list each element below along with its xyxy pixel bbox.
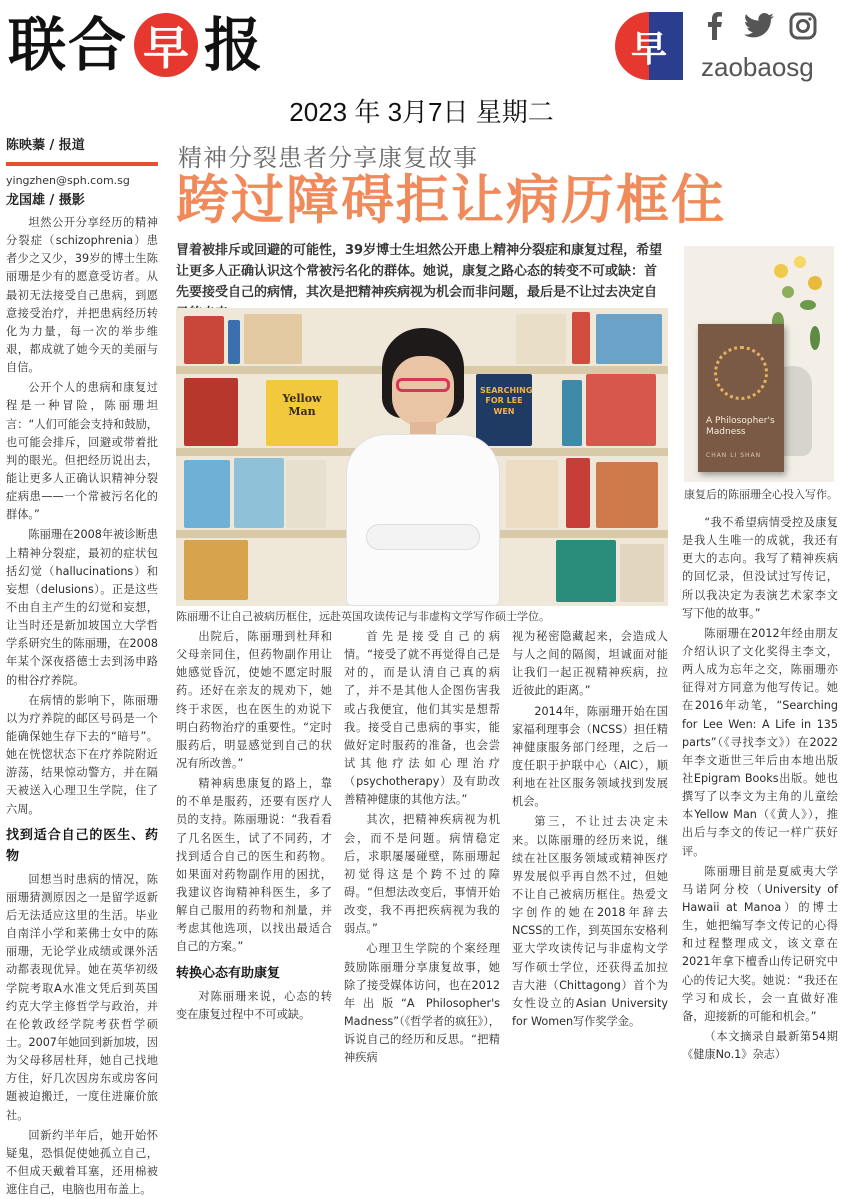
paragraph: 心理卫生学院的个案经理鼓励陈丽珊分享康复故事，她除了接受媒体访问，也在2012年出版“A Philosopher's Madness”（《哲学者的疯狂》），诉说自己的经历和反思。“把精神疾病 (344, 942, 500, 1065)
side-photo-caption: 康复后的陈丽珊全心投入写作。 (684, 488, 838, 501)
main-photo (176, 308, 668, 606)
paragraph: 出院后，陈丽珊到杜拜和父母亲同住，但药物副作用让她感觉昏沉，使她不愿定时服药。还好在亲友的规劝下，她终于求医，也在医生的劝说下明白药物治疗的重要性。“定时服药后，明显感觉到自己的状况有所改善。” (176, 630, 332, 770)
paragraph: 首先是接受自己的病情。“接受了就不再觉得自己是对的，而是认清自己真的病了，并不是其他人企图伤害我或占我便宜，他们其实是想帮我。接受自己患病的事实，能做好定时服药的准备，也会尝试其他疗法如心理治疗（psychotherapy）及有助改善精神健康的其他方法。” (344, 630, 500, 807)
reporter-email[interactable]: yingzhen@sph.com.sg (6, 174, 130, 188)
paragraph: 在病情的影响下，陈丽珊以为疗养院的邮区号码是一个能确保她生存下去的“暗号”。她在恍惚状态下在疗养院附近游荡，结果惊动警方，并在隔天被送入心理卫生学院，住了六周。 (6, 693, 158, 816)
facebook-icon[interactable] (701, 12, 729, 40)
article-column-4 (512, 628, 668, 1028)
masthead-logo (8, 6, 264, 84)
brand-logo-icon[interactable] (615, 12, 683, 80)
portrait-person (326, 328, 516, 606)
paragraph: 视为秘密隐藏起来，会造成人与人之间的隔阂，坦诚面对能让我们一起正视精神疾病，拉近彼此的距离。” (512, 630, 668, 698)
paragraph: “我不希望病情受控及康复是我人生唯一的成就，我还有更大的志向。我写了精神疾病的回忆录，但没试过写传记，所以我决定为表演艺术家李文写下他的故事。” (682, 516, 838, 620)
paragraph: 公开个人的患病和康复过程是一种冒险，陈丽珊坦言：“人们可能会支持和鼓励，也可能会排斥，回避或带着批判的眼光。但把经历说出去，能让更多人正确认识精神分裂症病患——一个常被污名化的群体。” (6, 381, 158, 522)
subheading: 找到适合自己的医生、药物 (6, 827, 158, 864)
issue-date: 2023 年 3月7日 星期二 (289, 97, 554, 127)
subheading: 转换心态有助康复 (176, 965, 281, 981)
book-cover-title: A Philosopher's Madness (706, 416, 775, 438)
twitter-icon[interactable] (745, 12, 773, 40)
paragraph: 回新约半年后，她开始怀疑鬼，恐惧促使她孤立自己，不但成天戴着耳塞，还用棉被遮住自己，电脑也用布盖上。 (6, 1128, 158, 1197)
main-photo-caption: 陈丽珊不让自己被病历框住，远赴英国攻读传记与非虚构文学写作硕士学位。 (176, 610, 550, 623)
brand-block (615, 8, 835, 88)
reporter-name: 陈映蓁 / 报道 (6, 138, 85, 153)
article-column-1 (6, 214, 158, 1197)
headline: 跨过障碍拒让病历框住 (176, 170, 726, 231)
byline-rule (6, 162, 158, 166)
article-column-5 (682, 514, 838, 1062)
book-cover (698, 324, 784, 472)
paragraph: 对陈丽珊来说，心态的转变在康复过程中不可或缺。 (176, 989, 332, 1021)
deck: 冒着被排斥或回避的可能性，39岁博士生坦然公开患上精神分裂症和康复过程，希望让更多人正确认识这个常被污名化的群体。她说，康复之路心态的转变不可或缺：首先要接受自己的病情，其次是把精神疾病视为机会而非问题，最后是不让过去决定自 (176, 243, 663, 301)
paragraph: 陈丽珊在2008年被诊断患上精神分裂症，最初的症状包括幻觉（hallucinations）和妄想（delusions）。正是这些不由自主产生的幻觉和妄想，让当时还是新加坡国立大学哲学系研究生的陈丽珊，在2008年某个深夜搭德士去到汤申路的柑谷疗养院。 (6, 528, 158, 687)
paragraph: 其次，把精神疾病视为机会，而不是问题。病情稳定后，求职屡屡碰壁，陈丽珊起初觉得这是个跨不过的障碍。“但想法改变后，事情开始改变，我不再把疾病视为我的弱点。” (344, 813, 500, 936)
side-photo (684, 246, 834, 482)
paragraph: 陈丽珊在2012年经由朋友介绍认识了文化奖得主李文，两人成为忘年之交，陈丽珊亦征得对方同意为他写传记。她在2016年动笔，“Searching for Lee Wen: A Life in 135 parts”（《寻找李文》）在2022年李文逝世三年后由本地出版社Epigram Books出版。她也撰写了以李文为主角的儿童绘本Yellow Man（《黄人》），推出后与李文的传记一样广获好评。 (682, 626, 838, 858)
photographer-name: 龙国雄 / 摄影 (6, 193, 85, 209)
book-yellow-man: Yellow Man (282, 392, 322, 418)
brand-glyph: 早 (630, 27, 667, 70)
source-note: （本文摘录自最新第54期《健康No.1》杂志） (682, 1029, 838, 1062)
article-column-3 (344, 628, 500, 1065)
logo-badge: 早 (134, 13, 198, 77)
byline (6, 136, 158, 211)
kicker: 精神分裂患者分享康复故事 (178, 144, 478, 172)
paragraph: 第三，不让过去决定未来。以陈丽珊的经历来说，继续在社区服务领域或精神医疗界发展似乎再自然不过，但她不让自己被病历框住。热爱文字创作的她在2018年辞去NCSS的工作，到英国东安格利亚大学攻读传记与非虚构文学写作硕士学位，还获得孟加拉吉大港（Chittagong）首个为女性设立的Asian University for Women写作奖学金。 (512, 815, 668, 1028)
paragraph: 回想当时患病的情况，陈丽珊猜测原因之一是留学返新后无法适应这里的生活。毕业自南洋小学和莱佛士女中的陈丽珊，无论学业成绩或课外活动都表现优异。她在英华初级学院考取A水准文凭后到英国约克大学主修哲学与政治，并在伦敦政经学院考获哲学硕士。2007年她回到新加坡，因为父母移居杜拜，她自己找地方住，好几次因房东或房客问题被迫搬迁，一度住进廉价旅社。 (6, 872, 158, 1122)
paragraph: 陈丽珊目前是夏威夷大学马诺阿分校（University of Hawaii at Manoa）的博士生，她把编写李文传记的心得和过程整理成文，该文章在2021年拿下檀香山传记研究中心的传记大奖。她说：“我还在学习和成长，会一直做好准备，迎接新的可能和机会。” (682, 864, 838, 1023)
instagram-icon[interactable] (789, 12, 817, 40)
paragraph: 坦然公开分享经历的精神分裂症（schizophrenia）患者少之又少，39岁的博士生陈丽珊是少有的愿意受访者。从最初无法接受自己患病，到愿意接受治疗，并把患病经历转化为力量，每一次的举步维艰，都成就了她今天的美丽与自信。 (6, 216, 158, 375)
glasses-icon (396, 378, 450, 392)
paragraph: 精神病患康复的路上，靠的不单是服药，还要有医疗人员的支持。陈丽珊说：“我看看了几名医生，试了不同药，才找到适合自己的医生和药物。如果面对药物副作用的困扰，我建议咨询精神科医生，多了解自己服用的药物和剂量，并考虑其他选项，以找出最适合自己的方案。” (176, 777, 332, 954)
paragraph: 2014年，陈丽珊开始在国家福利理事会（NCSS）担任精神健康服务部门经理，之后一度任职于护联中心（AIC），顺利地在社区服务领域找到发展机会。 (512, 704, 668, 809)
logo-text-left: 联合 (8, 11, 129, 79)
book-searching-for-lee-wen: SEARCHING FOR LEE WEN (480, 386, 533, 416)
book-cover-author: CHAN LI SHAN (706, 452, 762, 459)
logo-text-right: 报 (204, 11, 265, 79)
social-links (701, 12, 817, 40)
article-column-2 (176, 628, 332, 1021)
brand-handle[interactable]: zaobaosg (701, 52, 814, 82)
